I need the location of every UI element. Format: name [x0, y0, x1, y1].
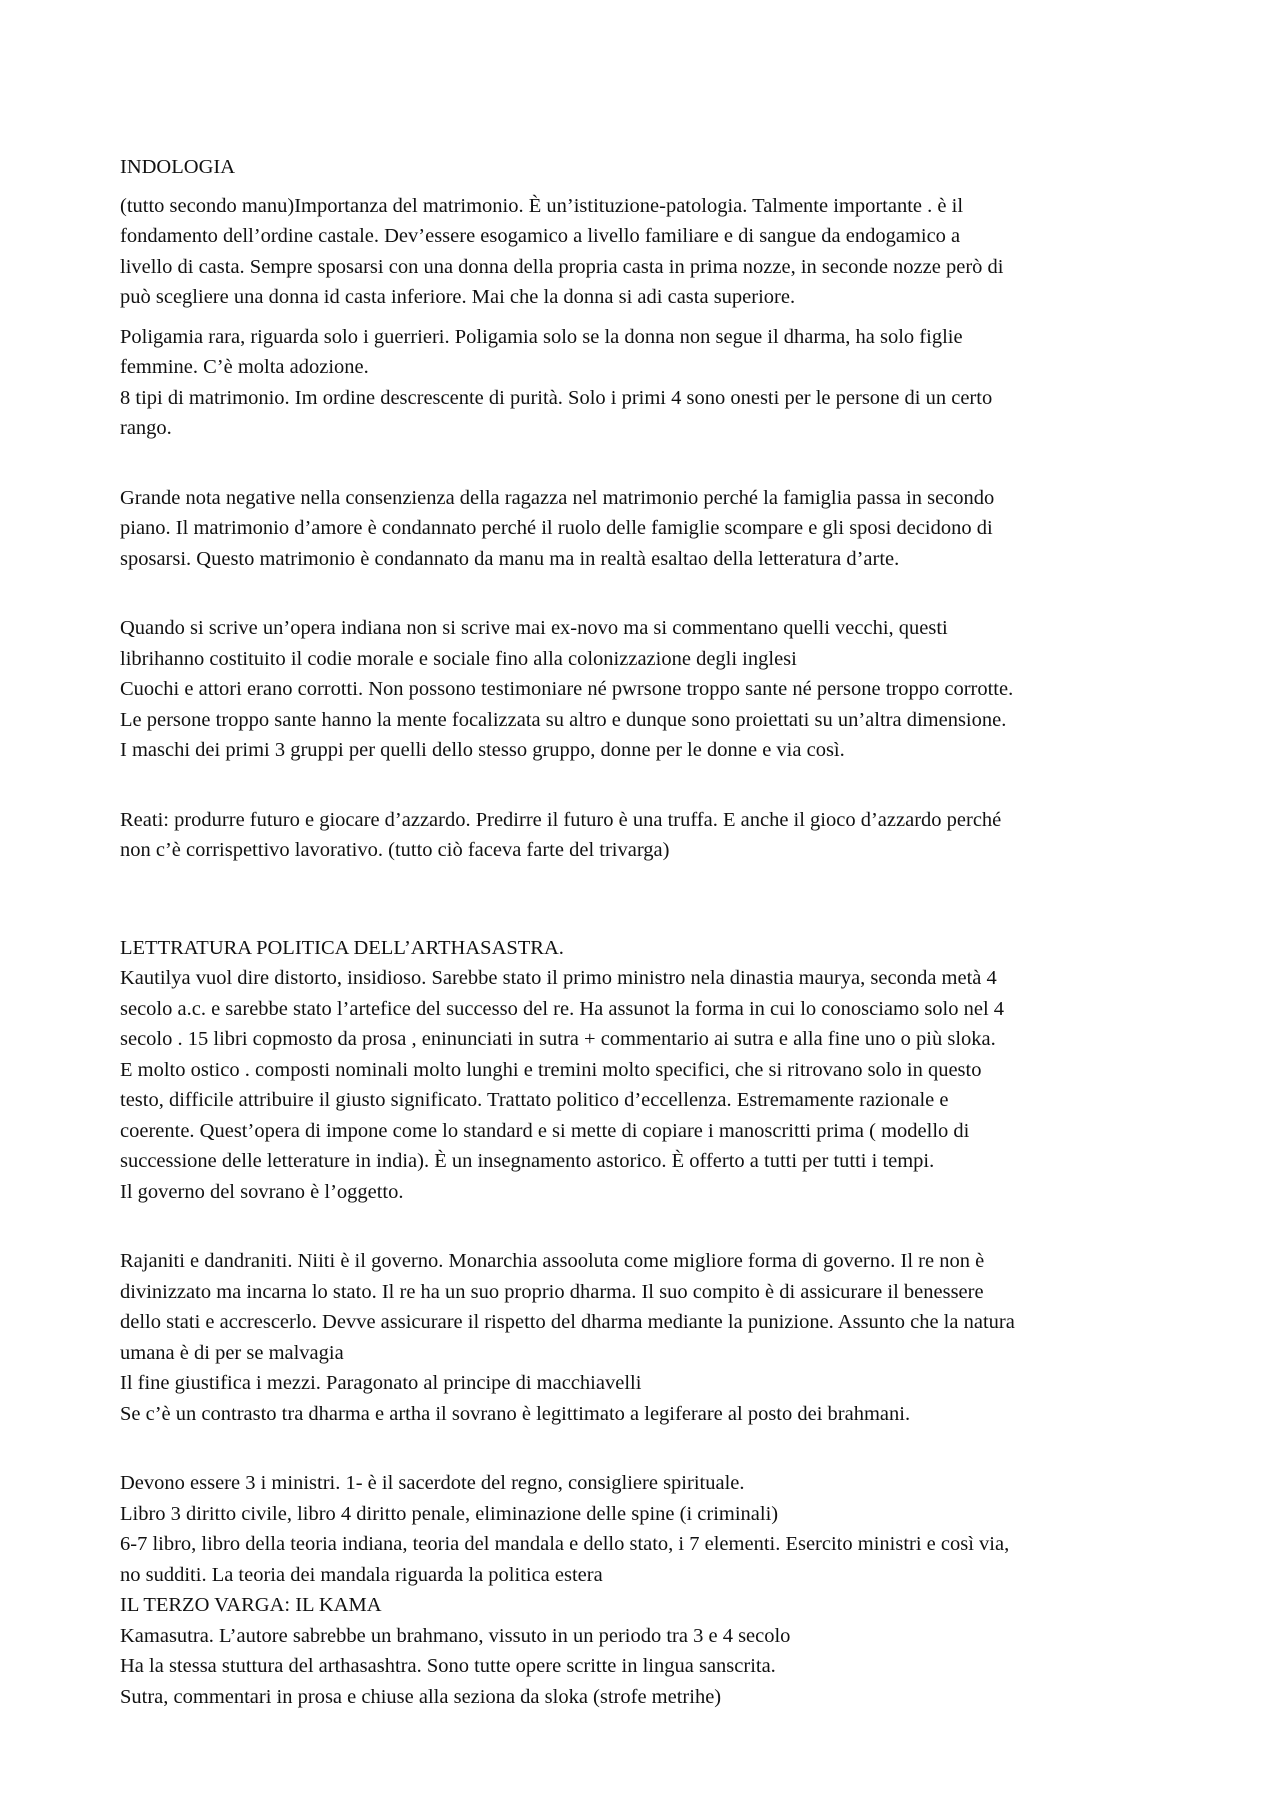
text-line: Se c’è un contrasto tra dharma e artha il sovrano è legittimato a legiferare al posto dei brahmani. [120, 1402, 911, 1425]
blank-line [120, 775, 1170, 805]
text-line: fondamento dell’ordine castale. Dev’essere esogamico a livello familiare e di sangue da endogamico a [120, 225, 961, 247]
section-heading-kama: IL TERZO VARGA: IL KAMA [120, 1594, 382, 1616]
blank-line [120, 453, 1170, 483]
text-line: E molto ostico . composti nominali molto lunghi e tremini molto specifici, che si ritrovano solo in questo [120, 1058, 982, 1081]
text-line: Sutra, commentari in prosa e chiuse alla seziona da sloka (strofe metrihe) [120, 1685, 722, 1708]
paragraph-opere [120, 613, 1170, 766]
text-line: 6-7 libro, libro della teoria indiana, teoria del mandala e dello stato, i 7 elementi. Esercito ministri e così via, [120, 1533, 1010, 1555]
text-line: no sudditi. La teoria dei mandala riguarda la politica estera [120, 1563, 603, 1586]
text-line: non c’è corrispettivo lavorativo. (tutto ciò faceva farte del trivarga) [120, 839, 670, 861]
text-line: divinizzato ma incarna lo stato. Il re ha un suo proprio dharma. Il suo compito è di assicurare il benessere [120, 1280, 984, 1303]
paragraph-poligamia [120, 322, 1170, 444]
text-line: femmine. C’è molta adozione. [120, 356, 369, 378]
text-line: livello di casta. Sempre sposarsi con una donna della propria casta in prima nozze, in seconde nozze però di [120, 255, 1004, 278]
blank-line [120, 1216, 1170, 1246]
text-line: Quando si scrive un’opera indiana non si scrive mai ex-novo ma si commentano quelli vecchi, questi [120, 617, 948, 639]
text-line: Grande nota negative nella consenzienza della ragazza nel matrimonio perché la famiglia passa in secondo [120, 486, 995, 509]
text-line: (tutto secondo manu)Importanza del matrimonio. È un’istituzione-patologia. Talmente importante . è il [120, 194, 964, 217]
text-line: può scegliere una donna id casta inferiore. Mai che la donna si adi casta superiore. [120, 286, 796, 308]
text-line: dello stati e accrescerlo. Devve assicurare il rispetto del dharma mediante la punizione. Assunto che la natura [120, 1311, 1015, 1333]
document-body [120, 152, 1170, 1721]
text-line: I maschi dei primi 3 gruppi per quelli dello stesso gruppo, donne per le donne e via così. [120, 739, 845, 761]
document-title: INDOLOGIA [120, 156, 236, 178]
text-line: secolo a.c. e sarebbe stato l’artefice del successo del re. Ha assunot la forma in cui lo conosciamo solo nel 4 [120, 997, 1005, 1020]
paragraph-consenso [120, 483, 1170, 575]
blank-lines [120, 875, 1170, 933]
text-line: Poligamia rara, riguarda solo i guerrieri. Poligamia solo se la donna non segue il dharma, ha solo figlie [120, 325, 963, 348]
text-line: successione delle letterature in india). È un insegnamento astorico. È offerto a tutti per tutti i tempi. [120, 1150, 935, 1172]
text-line: Libro 3 diritto civile, libro 4 diritto penale, eliminazione delle spine (i criminali) [120, 1502, 779, 1525]
blank-line [120, 1438, 1170, 1468]
text-line: Rajaniti e dandraniti. Niiti è il governo. Monarchia assooluta come migliore forma di governo. Il re non è [120, 1250, 985, 1272]
text-line: piano. Il matrimonio d’amore è condannato perché il ruolo delle famiglie scompare e gli sposi decidono di [120, 517, 993, 539]
text-line: Cuochi e attori erano corrotti. Non possono testimoniare né pwrsone troppo sante né persone troppo corrotte. [120, 678, 1014, 700]
text-line: Le persone troppo sante hanno la mente focalizzata su altro e dunque sono proiettati su un’altra dimensione. [120, 708, 1007, 731]
text-line: coerente. Quest’opera di impone come lo standard e si mette di copiare i manoscritti prima ( modello di [120, 1119, 970, 1142]
text-line: Devono essere 3 i ministri. 1- è il sacerdote del regno, consigliere spirituale. [120, 1472, 745, 1494]
paragraph-matrimonio [120, 191, 1170, 313]
text-line: Kamasutra. L’autore sabrebbe un brahmano, vissuto in un periodo tra 3 e 4 secolo [120, 1624, 791, 1647]
text-line: librihanno costituito il codie morale e sociale fino alla colonizzazione degli inglesi [120, 647, 797, 670]
text-line: Ha la stessa stuttura del arthasashtra. Sono tutte opere scritte in lingua sanscrita. [120, 1655, 776, 1677]
text-line: Kautilya vuol dire distorto, insidioso. Sarebbe stato il primo ministro nela dinastia maurya, seconda metà 4 [120, 967, 997, 989]
text-line: Il governo del sovrano è l’oggetto. [120, 1180, 404, 1203]
paragraph-rajaniti [120, 1246, 1170, 1429]
text-line: Il fine giustifica i mezzi. Paragonato al principe di macchiavelli [120, 1372, 642, 1394]
text-line: Reati: produrre futuro e giocare d’azzardo. Predirre il futuro è una truffa. E anche il gioco d’azzardo perché [120, 808, 1002, 831]
paragraph-reati [120, 805, 1170, 866]
section-heading-arthasastra: LETTRATURA POLITICA DELL’ARTHASASTRA. [120, 936, 564, 959]
paragraph-arthasastra [120, 933, 1170, 1208]
text-line: 8 tipi di matrimonio. Im ordine descrescente di purità. Solo i primi 4 sono onesti per le persone di un certo [120, 386, 993, 409]
blank-line [120, 583, 1170, 613]
text-line: umana è di per se malvagia [120, 1341, 344, 1364]
paragraph-ministri [120, 1468, 1170, 1712]
text-line: sposarsi. Questo matrimonio è condannato da manu ma in realtà esaltao della letteratura d’arte. [120, 547, 900, 570]
text-line: secolo . 15 libri copmosto da prosa , eninunciati in sutra + commentario ai sutra e alla fine uno o più sloka. [120, 1028, 996, 1050]
text-line: rango. [120, 417, 172, 439]
text-line: testo, difficile attribuire il giusto significato. Trattato politico d’eccellenza. Estremamente razionale e [120, 1089, 949, 1111]
